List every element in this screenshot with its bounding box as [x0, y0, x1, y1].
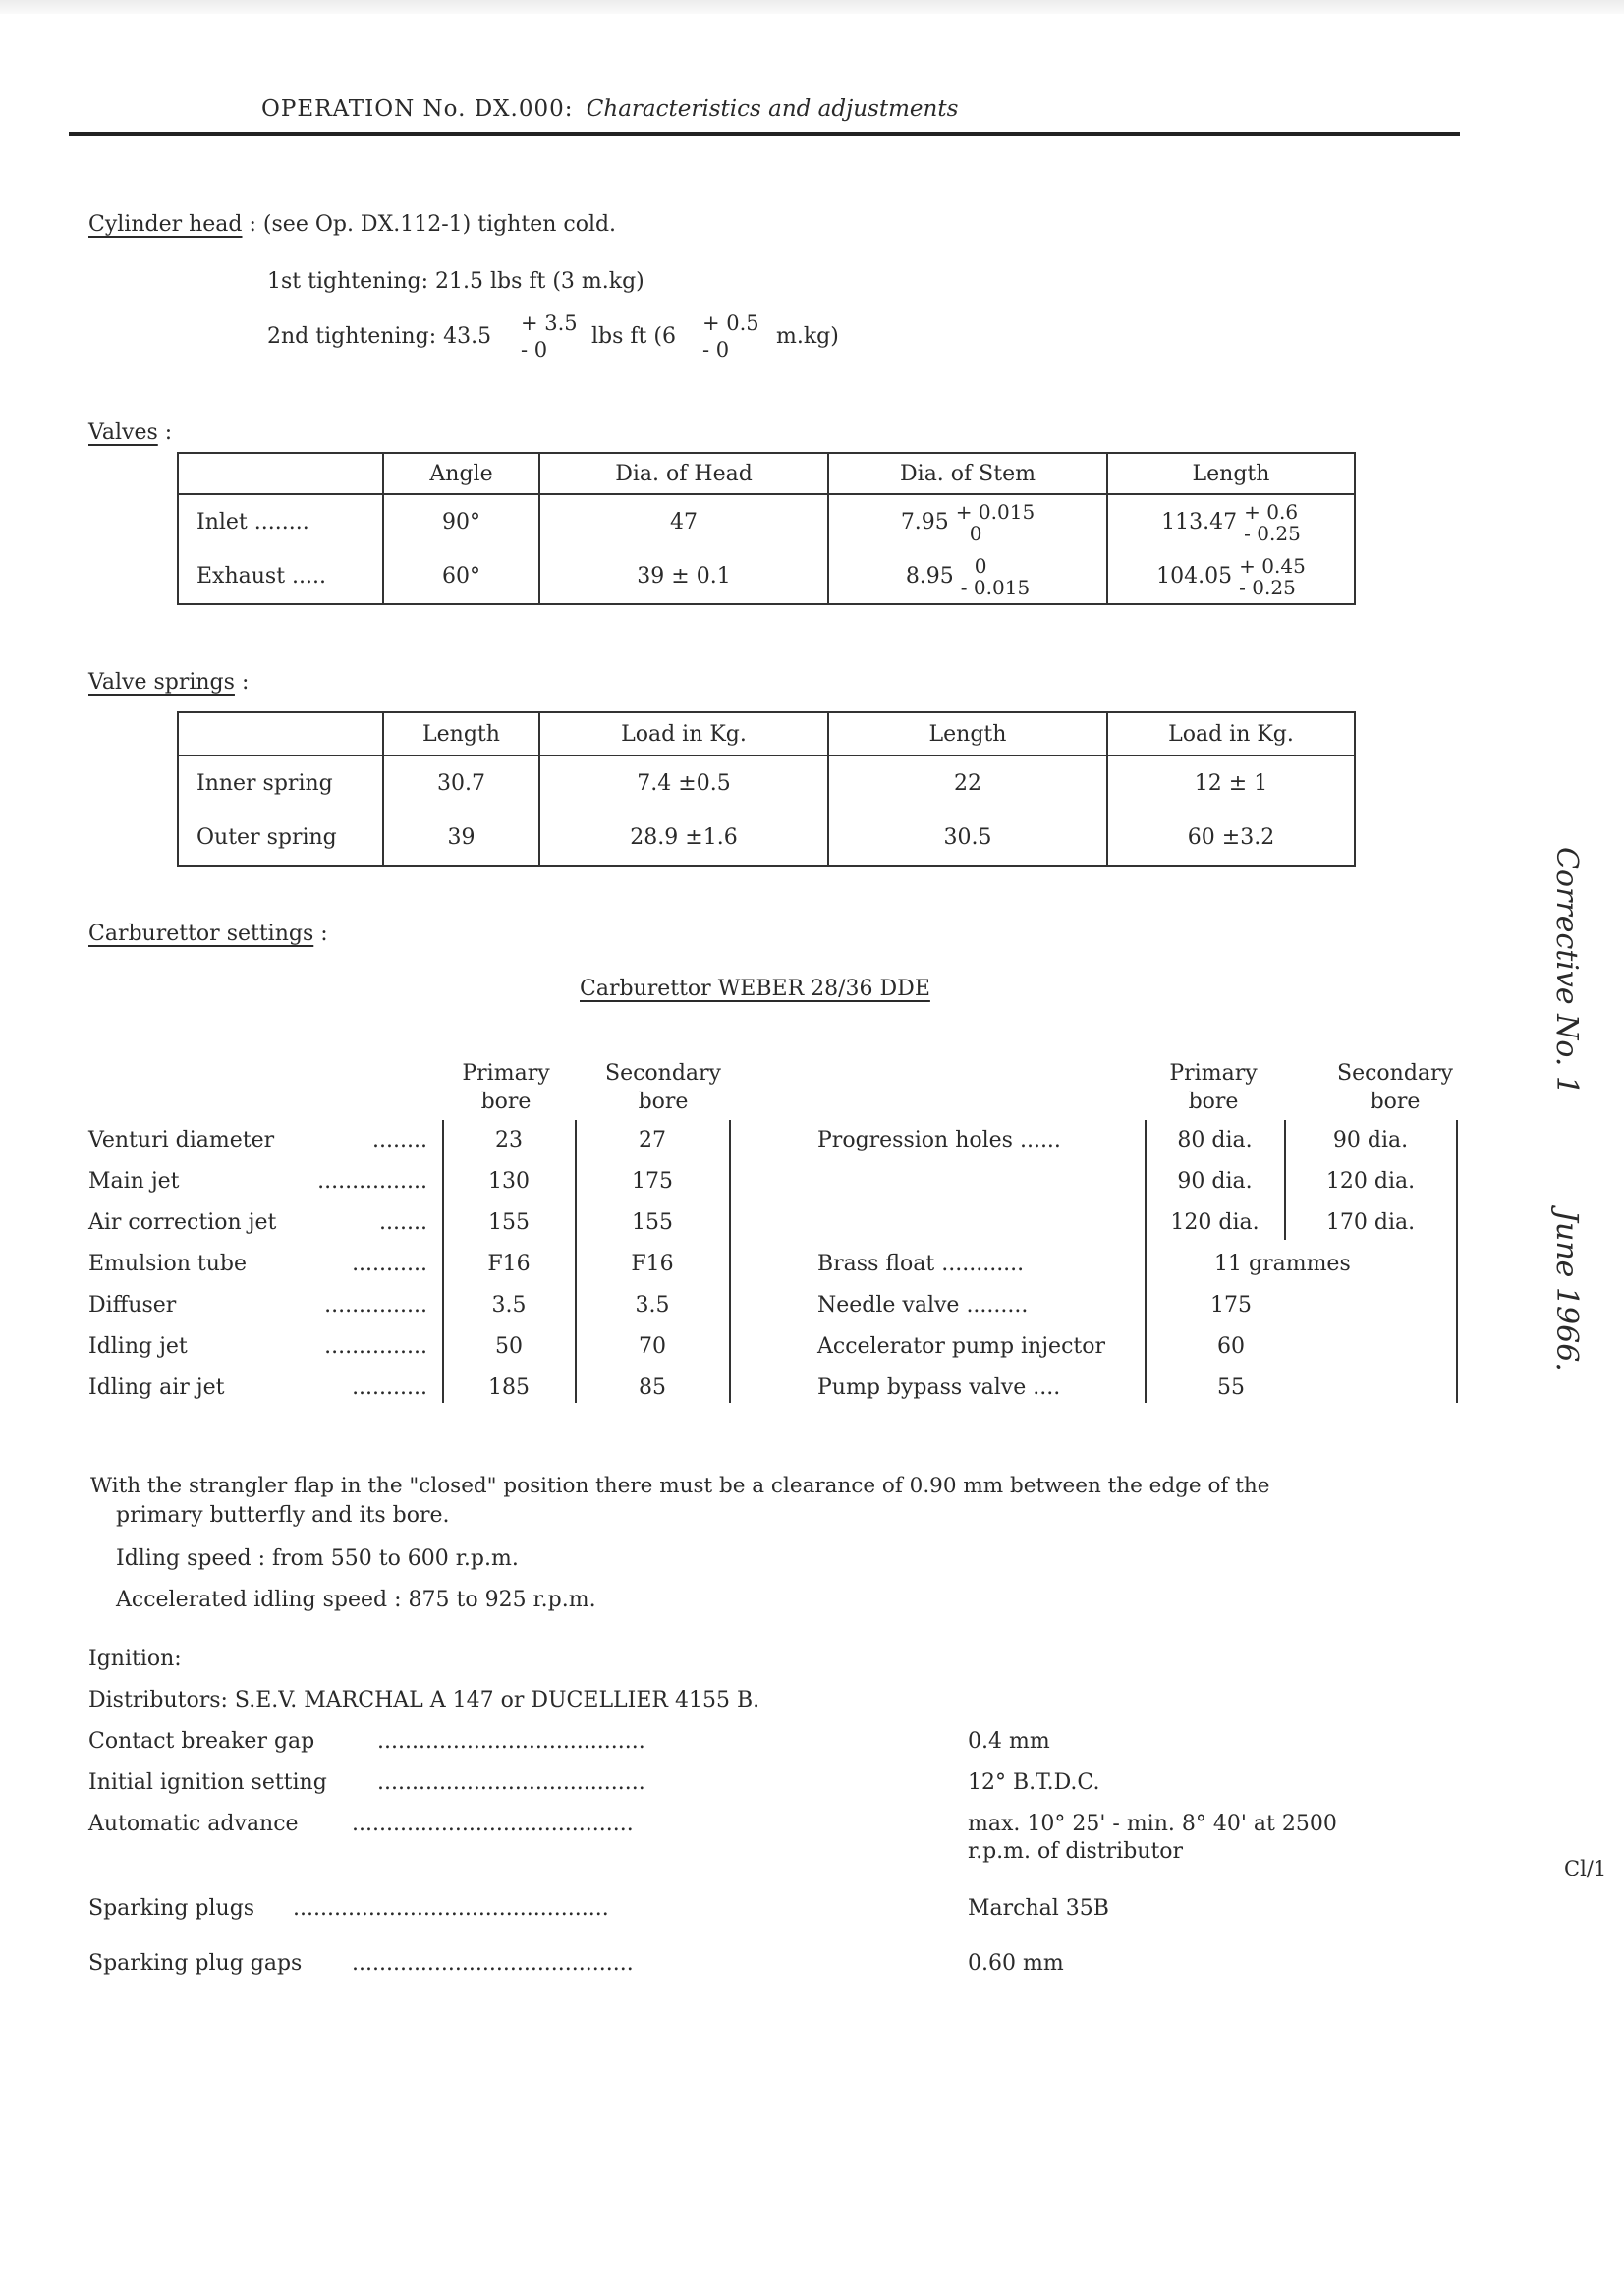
page-header — [261, 96, 958, 122]
cylinder-head-label: Cylinder head — [88, 212, 243, 237]
carburettor-label: Carburettor settings — [88, 922, 314, 946]
valve-angle: 60° — [383, 549, 539, 604]
carb-rule — [1456, 1120, 1458, 1403]
carb-param-name: Idling jet — [88, 1334, 188, 1359]
spring-length-1: 30.7 — [383, 756, 539, 811]
valve-springs-table — [177, 711, 1356, 867]
ignition-param-value: 0.60 mm — [968, 1951, 1064, 1976]
tol-minus: - 0.25 — [1239, 575, 1296, 599]
second-tightening-b: lbs ft (6 — [591, 324, 676, 349]
carb-rule — [1145, 1120, 1147, 1403]
second-tightening-mkg-minus: - 0 — [702, 338, 730, 362]
valve-head-dia: 47 — [539, 494, 828, 549]
carb-param-name: Idling air jet — [88, 1375, 225, 1400]
valve-stem-nominal: 7.95 — [900, 509, 949, 534]
ignition-param-value-cont: r.p.m. of distributor — [968, 1839, 1184, 1864]
valves-header-angle: Angle — [383, 453, 539, 494]
carb-primary-value: 130 — [488, 1169, 530, 1194]
col-header-line: Primary — [462, 1061, 550, 1086]
carb-secondary-value: 85 — [639, 1375, 666, 1400]
carb-left-row — [88, 1169, 427, 1194]
valves-header-stem: Dia. of Stem — [828, 453, 1107, 494]
first-tightening: 1st tightening: 21.5 lbs ft (3 m.kg) — [267, 269, 644, 294]
carb-left-row — [88, 1334, 427, 1359]
valves-row-exhaust — [178, 549, 1355, 604]
carb-param-name: Venturi diameter — [88, 1128, 275, 1152]
carb-single-value: 60 — [1217, 1334, 1245, 1359]
carburettor-model: Carburettor WEBER 28/36 DDE — [580, 977, 930, 1001]
header-operation: OPERATION No. DX.000: — [261, 96, 574, 122]
valve-stem-tolerance — [956, 501, 1035, 544]
valves-table — [177, 452, 1356, 605]
carb-param-name: Main jet — [88, 1169, 180, 1194]
valve-stem-dia — [828, 549, 1107, 604]
carb-left-row — [88, 1128, 427, 1152]
tol-plus: + 0.6 — [1244, 499, 1299, 524]
tol-plus: + 0.015 — [955, 499, 1036, 524]
strangler-note-line-1: With the strangler flap in the "closed" position there must be a clearance of 0.90 mm between the edge of the — [90, 1474, 1270, 1498]
carb-right-param: Pump bypass valve .... — [817, 1375, 1061, 1400]
valve-stem-dia — [828, 494, 1107, 549]
header-title: Characteristics and adjustments — [586, 96, 959, 122]
tol-plus: + 0.45 — [1239, 553, 1306, 578]
ignition-param-value: max. 10° 25' - min. 8° 40' at 2500 — [968, 1812, 1337, 1836]
idling-speed: Idling speed : from 550 to 600 r.p.m. — [116, 1546, 519, 1571]
carb-primary-value: 23 — [495, 1128, 523, 1152]
tol-minus: - 0.015 — [960, 575, 1031, 599]
spring-length-1: 39 — [383, 811, 539, 866]
carb-param-name: Diffuser — [88, 1293, 177, 1317]
carb-primary-value: 185 — [488, 1375, 530, 1400]
col-header-line: bore — [1370, 1090, 1421, 1114]
tol-minus: 0 — [969, 521, 982, 545]
carb-right-param: Progression holes ...... — [817, 1128, 1061, 1152]
springs-header-row — [178, 712, 1355, 756]
valve-stem-nominal: 8.95 — [905, 563, 954, 588]
valves-heading — [88, 420, 172, 445]
leader-dots: ............... — [324, 1293, 427, 1317]
spring-load-2: 12 ± 1 — [1107, 756, 1355, 811]
valve-head-dia: 39 ± 0.1 — [539, 549, 828, 604]
carb-secondary-value: 155 — [632, 1210, 673, 1235]
tol-minus: - 0.25 — [1244, 521, 1301, 545]
springs-row-inner — [178, 756, 1355, 811]
col-header-line: Secondary — [605, 1061, 721, 1086]
second-tightening-tol-plus: + 3.5 — [521, 311, 578, 335]
spring-load-2: 60 ±3.2 — [1107, 811, 1355, 866]
springs-row-outer — [178, 811, 1355, 866]
carb-rule — [729, 1120, 731, 1403]
scan-top-edge — [0, 0, 1624, 14]
carb-left-row — [88, 1252, 427, 1276]
carb-primary-value: 80 dia. — [1177, 1128, 1253, 1152]
ignition-param-name: Contact breaker gap — [88, 1729, 315, 1754]
corrective-note: Corrective No. 1 — [1549, 847, 1584, 1095]
valve-length-tolerance — [1239, 555, 1306, 598]
carb-right-param: Brass float ............ — [817, 1252, 1025, 1276]
valve-length — [1107, 549, 1355, 604]
carburettor-heading — [88, 922, 328, 946]
second-tightening-a: 2nd tightening: 43.5 — [267, 324, 492, 349]
carb-secondary-value: 175 — [632, 1169, 673, 1194]
valves-header-blank — [178, 453, 383, 494]
leader-dots: ....................................... — [377, 1770, 645, 1795]
second-tightening-mkg-plus: + 0.5 — [702, 311, 759, 335]
spring-length-2: 30.5 — [828, 811, 1107, 866]
ignition-param-value: 0.4 mm — [968, 1729, 1050, 1754]
second-tightening-tol-minus: - 0 — [521, 338, 548, 362]
valves-header-length: Length — [1107, 453, 1355, 494]
col-header-line: Primary — [1169, 1061, 1258, 1086]
springs-header-length-1: Length — [383, 712, 539, 756]
carb-secondary-value: 90 dia. — [1332, 1128, 1409, 1152]
springs-header-load-1: Load in Kg. — [539, 712, 828, 756]
header-rule — [69, 132, 1460, 136]
carb-primary-value: 50 — [495, 1334, 523, 1359]
valve-name: Inlet ........ — [178, 494, 383, 549]
spring-load-1: 28.9 ±1.6 — [539, 811, 828, 866]
spring-name: Outer spring — [178, 811, 383, 866]
carb-right-param: Needle valve ......... — [817, 1293, 1029, 1317]
carb-left-row — [88, 1375, 427, 1400]
spring-name: Inner spring — [178, 756, 383, 811]
carb-single-value: 11 grammes — [1214, 1252, 1351, 1276]
valves-header-head: Dia. of Head — [539, 453, 828, 494]
left-col-primary-header — [442, 1059, 570, 1116]
leader-dots: ......................................... — [352, 1812, 634, 1836]
valves-row-inlet — [178, 494, 1355, 549]
valve-length-nominal: 113.47 — [1161, 509, 1238, 534]
leader-dots: ........... — [352, 1375, 427, 1400]
carb-left-row — [88, 1210, 427, 1235]
valve-length-tolerance — [1244, 501, 1301, 544]
carb-secondary-value: 120 dia. — [1325, 1169, 1416, 1194]
right-col-secondary-header — [1316, 1059, 1474, 1116]
valve-length — [1107, 494, 1355, 549]
cylinder-head-intro: : (see Op. DX.112-1) tighten cold. — [249, 212, 617, 237]
col-header-line: bore — [1188, 1090, 1239, 1114]
leader-dots: ........ — [372, 1128, 427, 1152]
date-note: June 1966. — [1549, 1210, 1584, 1372]
ignition-param-value: Marchal 35B — [968, 1896, 1109, 1921]
carb-primary-value: 155 — [488, 1210, 530, 1235]
col-header-line: Secondary — [1337, 1061, 1453, 1086]
valve-angle: 90° — [383, 494, 539, 549]
carburettor-colon: : — [320, 922, 328, 946]
distributors: Distributors: S.E.V. MARCHAL A 147 or DUCELLIER 4155 B. — [88, 1688, 760, 1712]
valve-name: Exhaust ..... — [178, 549, 383, 604]
carb-right-param: Accelerator pump injector — [817, 1334, 1105, 1359]
carb-primary-value: 90 dia. — [1177, 1169, 1253, 1194]
valves-colon: : — [164, 420, 173, 445]
col-header-line: bore — [638, 1090, 689, 1114]
carb-single-value: 175 — [1210, 1293, 1252, 1317]
springs-header-length-2: Length — [828, 712, 1107, 756]
ignition-param-name: Initial ignition setting — [88, 1770, 327, 1795]
tol-plus: 0 — [974, 553, 987, 578]
strangler-note-line-2: primary butterfly and its bore. — [116, 1503, 450, 1528]
valves-label: Valves — [88, 420, 158, 445]
col-header-line: bore — [480, 1090, 532, 1114]
leader-dots: ....................................... — [377, 1729, 645, 1754]
leader-dots: ....... — [379, 1210, 427, 1235]
carb-param-name: Emulsion tube — [88, 1252, 247, 1276]
carb-primary-value: 3.5 — [491, 1293, 527, 1317]
valve-springs-colon: : — [241, 670, 250, 695]
valves-header-row — [178, 453, 1355, 494]
carb-single-value: 55 — [1217, 1375, 1245, 1400]
carb-secondary-value: 170 dia. — [1325, 1210, 1416, 1235]
leader-dots: ........... — [352, 1252, 427, 1276]
carb-secondary-value: F16 — [631, 1252, 674, 1276]
leader-dots: ................ — [317, 1169, 427, 1194]
accelerated-idling-speed: Accelerated idling speed : 875 to 925 r.p.m. — [116, 1588, 596, 1612]
carb-secondary-value: 27 — [639, 1128, 666, 1152]
valve-springs-label: Valve springs — [88, 670, 235, 695]
cylinder-head-line — [88, 212, 616, 237]
right-col-primary-header — [1149, 1059, 1277, 1116]
carb-primary-value: F16 — [487, 1252, 531, 1276]
carb-secondary-value: 70 — [639, 1334, 666, 1359]
spring-length-2: 22 — [828, 756, 1107, 811]
page-reference: Cl/1 — [1564, 1857, 1607, 1880]
carb-secondary-value: 3.5 — [635, 1293, 670, 1317]
second-tightening-c: m.kg) — [776, 324, 839, 349]
leader-dots: ............... — [324, 1334, 427, 1359]
carb-primary-value: 120 dia. — [1170, 1210, 1260, 1235]
ignition-param-value: 12° B.T.D.C. — [968, 1770, 1100, 1795]
ignition-param-name: Sparking plugs — [88, 1896, 255, 1921]
left-col-secondary-header — [589, 1059, 737, 1116]
leader-dots: ......................................... — [352, 1951, 634, 1976]
valve-length-nominal: 104.05 — [1156, 563, 1233, 588]
valve-springs-heading — [88, 670, 249, 695]
leader-dots: .............................................. — [293, 1896, 609, 1921]
carb-param-name: Air correction jet — [88, 1210, 277, 1235]
springs-header-load-2: Load in Kg. — [1107, 712, 1355, 756]
carb-left-row — [88, 1293, 427, 1317]
spring-load-1: 7.4 ±0.5 — [539, 756, 828, 811]
ignition-param-name: Sparking plug gaps — [88, 1951, 303, 1976]
valve-stem-tolerance — [961, 555, 1030, 598]
ignition-param-name: Automatic advance — [88, 1812, 299, 1836]
ignition-label: Ignition: — [88, 1647, 182, 1671]
springs-header-blank — [178, 712, 383, 756]
